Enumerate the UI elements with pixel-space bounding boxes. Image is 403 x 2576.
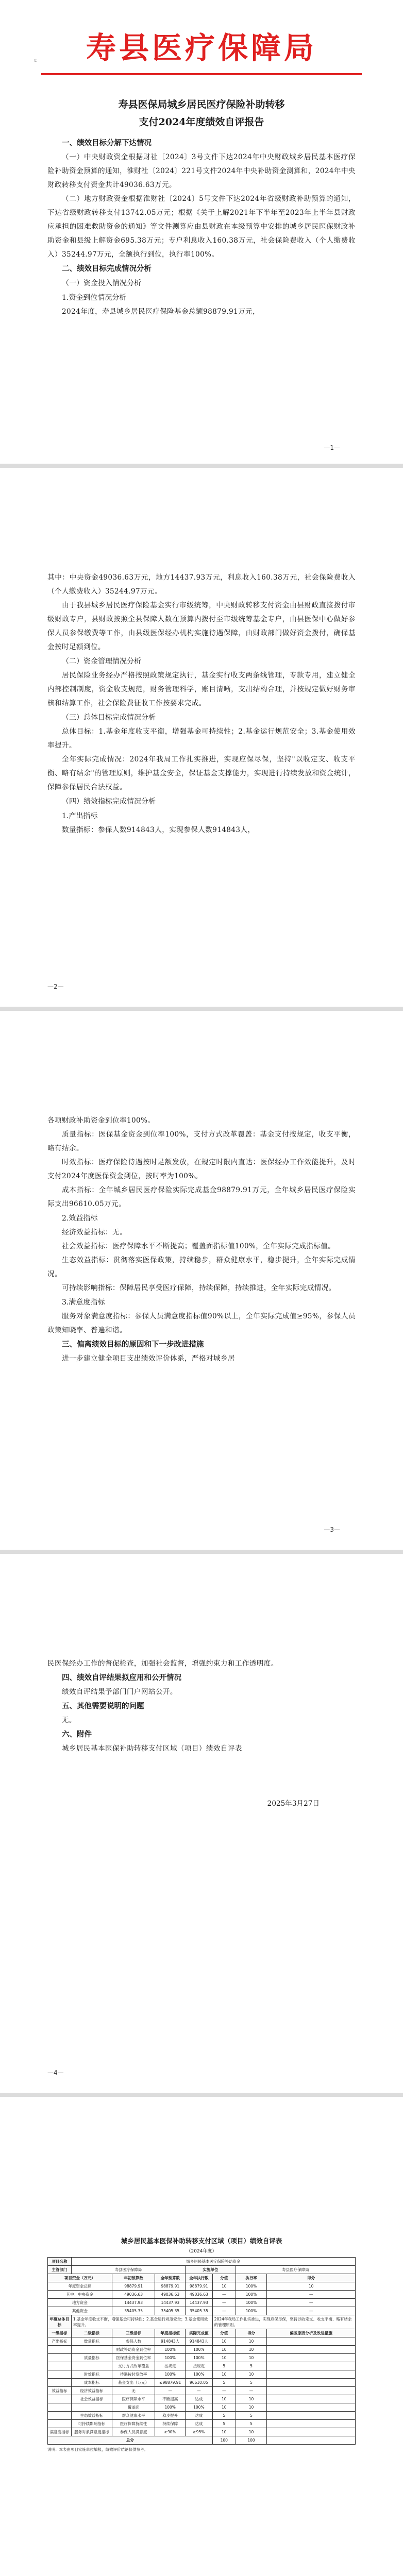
- paragraph: 由于我县城乡居民医疗保险基金实行市级统筹，中央财政转移支付资金由县财政直接拨付市级财政专户，县财政按照全县保障人数在预算内拨付至市级统筹基金专户，由县医保中心做好参保人员参保缴费等工作，由县级医保经办机构实施待遇保障，由财政部门做好资金拨付，确保基金按时足额到位。: [47, 601, 356, 651]
- table-row: [48, 2436, 356, 2445]
- table-cell: 参保人数: [112, 2337, 155, 2346]
- subsection-heading: 2.效益指标: [62, 1214, 98, 1223]
- table-cell: 无: [112, 2387, 155, 2395]
- section-heading: 六、附件: [62, 1730, 92, 1739]
- table-cell: 质量指标: [71, 2354, 112, 2362]
- table-cell: 100%: [185, 2403, 212, 2412]
- table-cell: ≤98879.91: [155, 2379, 186, 2387]
- table-cell: 5: [236, 2412, 266, 2420]
- table-cell: 10: [212, 2370, 236, 2379]
- table-row: [48, 2282, 356, 2291]
- table-cell: [267, 2379, 356, 2387]
- table-cell: —: [212, 2387, 236, 2395]
- table-cell: 满意度指标: [48, 2428, 72, 2436]
- table-cell: 10: [236, 2337, 266, 2346]
- table-cell: 35405.35: [112, 2307, 155, 2315]
- table-cell: ≥90%: [155, 2428, 186, 2436]
- subsection-heading: （二）资金管理情况分析: [62, 657, 141, 666]
- table-cell: 10: [212, 2354, 236, 2362]
- paragraph: 数量指标：参保人数914843人，实现参保人数914843人，: [62, 826, 255, 834]
- table-row: [48, 2403, 356, 2412]
- page-5-evaluation-table: [0, 2097, 403, 2576]
- table-cell: 100%: [155, 2354, 186, 2362]
- table-cell: 按规定: [155, 2362, 186, 2370]
- table-cell: [71, 2362, 112, 2370]
- table-cell: 35405.35: [155, 2307, 186, 2315]
- table-row: [48, 2420, 356, 2428]
- page-3: [0, 1011, 403, 1550]
- paragraph: 居民保险业务经办严格按照政策规定执行，基金实行收支两条线管理，专款专用，建立健全内部控制制度，资金收支规范，财务管理科学，账目清晰，支出结构合理，并按规定做好财务审核和结算工作，社会保险费征收工作按要求完成。: [47, 671, 356, 707]
- table-row: [48, 2291, 356, 2299]
- table-cell: —: [236, 2387, 266, 2395]
- table-cell: 不断提高: [155, 2395, 186, 2403]
- page-number: —2—: [47, 983, 64, 990]
- table-cell: 5: [236, 2379, 266, 2387]
- section-heading: 二、绩效目标完成情况分析: [62, 264, 152, 273]
- table-cell: 10: [236, 2370, 266, 2379]
- table-cell: 持续保障: [155, 2420, 186, 2428]
- table-cell: 10: [236, 2354, 266, 2362]
- table-cell: 10: [212, 2346, 236, 2354]
- paragraph: 社会效益指标：医疗保障水平不断提高；覆盖面指标值100%，全年实际完成指标值。: [62, 1242, 335, 1250]
- table-cell: [267, 2346, 356, 2354]
- corner-mark: ε: [34, 58, 37, 63]
- table-title: 城乡居民基本医保补助转移支付区域（项目）绩效自评表: [121, 2237, 282, 2245]
- table-cell: 100: [236, 2436, 266, 2445]
- paragraph: （二）地方财政资金根据淮财社〔2024〕5号文件下达2024年省级财政补助预算的通知，下达省级财政转移支付13742.05万元；根据《关于上解2021年下半年至2023年上半年县财政应承担的困难救助资金的通知》等文件测算应由县财政在本级预算中安排的城乡居民医保财政补助资金和县级上解资金695.38万元；专户利息收入160.38万元，社会保险费收入（个人缴费收入）35244.97万元，全额执行到位，执行率100%。: [47, 195, 356, 259]
- page-4: [0, 1554, 403, 2093]
- table-cell: [267, 2362, 356, 2370]
- table-cell: 100%: [185, 2346, 212, 2354]
- paragraph: 成本指标：全年城乡居民医疗保险实际完成基金98879.91万元，全年城乡居民医疗保险实际支出96610.05万元。: [47, 1186, 356, 1208]
- table-cell: —: [267, 2307, 356, 2315]
- table-cell: [267, 2395, 356, 2403]
- table-row: [48, 2379, 356, 2387]
- paragraph: 绩效自评结果予部门门户网站公开。: [62, 1688, 177, 1696]
- page-1: [0, 0, 403, 464]
- table-cell: 数量指标: [71, 2337, 112, 2346]
- table-row: [48, 2274, 356, 2282]
- table-cell: 914843人: [155, 2337, 186, 2346]
- table-cell: 经济效益指标: [71, 2387, 112, 2395]
- paragraph: 进一步建立健全项目支出绩效评价体系，严格对城乡居: [62, 1354, 235, 1363]
- table-cell: [267, 2387, 356, 2395]
- table-header-cell: 一级指标: [48, 2329, 72, 2337]
- table-cell: —: [212, 2291, 236, 2299]
- table-row: [48, 2266, 356, 2274]
- table-header-cell: 年度总体目标: [48, 2315, 72, 2329]
- table-row: [48, 2428, 356, 2436]
- table-row: [48, 2387, 356, 2395]
- table-cell: 2024年我局工作扎实推进，实现应保尽保，坚持以收定支、收支平衡、略有结余的管理原则。: [212, 2315, 355, 2329]
- table-cell: 10: [236, 2346, 266, 2354]
- subsection-heading: 3.满意度指标: [62, 1298, 105, 1307]
- table-cell: 时效指标: [71, 2370, 112, 2379]
- masthead: 寿县医疗保障局: [86, 30, 317, 65]
- table-cell: [267, 2420, 356, 2428]
- table-subtitle: （2024年度）: [186, 2249, 217, 2254]
- table-cell: [267, 2436, 356, 2445]
- table-cell: 执行率: [236, 2274, 266, 2282]
- table-row: [48, 2412, 356, 2420]
- paragraph: 民医保经办工作的督促检查，加强社会监督，增强约束力和工作透明度。: [47, 1659, 278, 1668]
- table-cell: 14437.93: [112, 2299, 155, 2307]
- table-cell: 稳步提升: [155, 2412, 186, 2420]
- table-cell: 10: [267, 2282, 356, 2291]
- table-cell: [267, 2370, 356, 2379]
- table-cell: 其他资金: [48, 2307, 112, 2315]
- table-cell: 5: [236, 2362, 266, 2370]
- table-cell: [48, 2354, 72, 2362]
- page-2: [0, 468, 403, 1007]
- table-note: 说明：本表由项目实施单位填报，绩效评价结论仅供参考。: [47, 2447, 148, 2452]
- paragraph: 可持续影响指标：保障居民享受医疗保障，持续保障，持续推进，全年实际完成情况。: [62, 1284, 336, 1292]
- paragraph: （一）中央财政资金根据财社〔2024〕3号文件下达2024年中央财政城乡居民基本医疗保险补助资金预算的通知，淮财社〔2024〕221号文件2024年中央补助资金测算和，2024年中央财政转移支付资金共计49036.63万元。: [47, 153, 356, 189]
- table-cell: 100%: [185, 2370, 212, 2379]
- table-cell: 全年执行数: [185, 2274, 212, 2282]
- table-cell: 项目资金（万元）: [48, 2274, 112, 2282]
- paragraph: 2024年度，寿县城乡居民医疗保险基金总额98879.91万元，: [62, 308, 260, 316]
- table-cell: 49036.63: [112, 2291, 155, 2299]
- table-row: [48, 2299, 356, 2307]
- table-cell: 年度资金总额: [48, 2282, 112, 2291]
- table-header-cell: 三级指标: [112, 2329, 155, 2337]
- paragraph: 时效指标：医疗保险待遇按时足额发放，在规定时限内直达：医保经办工作效能提升，及时支付2024年度医保资金到位，按时率为100%。: [47, 1158, 356, 1180]
- page-number: —4—: [47, 2069, 64, 2076]
- table-row: [48, 2258, 356, 2266]
- table-cell: 年初预算数: [112, 2274, 155, 2282]
- paragraph: 全年实际完成情况：2024年我局工作扎实推进，实现应保尽保，坚持"以收定支、收支平衡、略有结余"的管理原则，维护基金安全，保证基金支撑能力，实现进行持续发放和资金统计，保障参保居民合法权益。: [47, 755, 356, 791]
- paragraph: 经济效益指标：无。: [62, 1228, 127, 1236]
- table-cell: 5: [212, 2362, 236, 2370]
- table-cell: —: [155, 2387, 186, 2395]
- table-cell: 914843人: [185, 2337, 212, 2346]
- table-header-cell: 总分: [48, 2436, 213, 2445]
- table-cell: 10: [236, 2395, 266, 2403]
- table-row: [48, 2329, 356, 2337]
- table-cell: 1.基金年度收支平衡，增强基金可持续性；2.基金运行规范安全；3.基金使用效率提升。: [71, 2315, 212, 2329]
- table-cell: 49036.63: [185, 2291, 212, 2299]
- table-cell: 14437.93: [155, 2299, 186, 2307]
- table-cell: 14437.93: [185, 2299, 212, 2307]
- table-cell: 5: [212, 2379, 236, 2387]
- table-cell: [48, 2395, 72, 2403]
- table-cell: [267, 2403, 356, 2412]
- table-cell: 100%: [155, 2346, 186, 2354]
- table-row: [48, 2395, 356, 2403]
- table-cell: 10: [212, 2282, 236, 2291]
- table-cell: 98879.91: [155, 2282, 186, 2291]
- paragraph: 城乡居民基本医保补助转移支付区域（项目）绩效自评表: [62, 1744, 242, 1753]
- paragraph: 服务对象满意度指标：参保人员满意度指标值90%以上，全年实际完成值≥95%，参保人员政策知晓率、普遍和谐。: [47, 1312, 356, 1334]
- table-cell: 10: [212, 2428, 236, 2436]
- table-cell: [48, 2379, 72, 2387]
- table-cell: [48, 2362, 72, 2370]
- table-cell: 分值: [212, 2274, 236, 2282]
- table-row: [48, 2307, 356, 2315]
- paragraph: 无。: [62, 1716, 76, 1724]
- page-number: —1—: [324, 444, 340, 451]
- paragraph: 生态效益指标：贯彻落实医保政策，持续稳步，群众健康水平，稳步提升，全年实际完成情况。: [47, 1256, 356, 1278]
- table-cell: 49036.63: [155, 2291, 186, 2299]
- table-header-cell: 项目名称: [48, 2258, 72, 2266]
- table-cell: —: [212, 2307, 236, 2315]
- table-cell: 效益指标: [48, 2387, 72, 2395]
- subsection-heading: （四）绩效指标完成情况分析: [62, 798, 156, 806]
- table-cell: 地方资金: [48, 2299, 112, 2307]
- table-cell: 待遇按时发放率: [112, 2370, 155, 2379]
- table-cell: 社会效益指标: [71, 2395, 112, 2403]
- table-header-cell: 主管部门: [48, 2266, 72, 2274]
- table-cell: [48, 2370, 72, 2379]
- table-row: [48, 2346, 356, 2354]
- table-cell: 支付方式改革覆盖: [112, 2362, 155, 2370]
- table-cell: [71, 2346, 112, 2354]
- table-cell: 其中：中央资金: [48, 2291, 112, 2299]
- table-cell: 10: [236, 2403, 266, 2412]
- table-cell: 5: [236, 2420, 266, 2428]
- table-cell: 参保人员满意度: [112, 2428, 155, 2436]
- table-row: [48, 2337, 356, 2346]
- table-cell: 寿县医疗保障局: [236, 2266, 355, 2274]
- page-number: —3—: [324, 1526, 340, 1533]
- subsection-heading: （三）总体目标完成情况分析: [62, 714, 156, 722]
- table-cell: 100%: [236, 2299, 266, 2307]
- table-cell: 寿县医疗保障局: [71, 2266, 185, 2274]
- table-cell: 医保基金资金到位率: [112, 2354, 155, 2362]
- table-cell: 10: [236, 2428, 266, 2436]
- table-cell: [48, 2346, 72, 2354]
- section-heading: 三、偏离绩效目标的原因和下一步改进措施: [62, 1340, 204, 1349]
- table-header-cell: 分值: [212, 2329, 236, 2337]
- table-cell: [48, 2412, 72, 2420]
- subsection-heading: 1.产出指标: [62, 812, 98, 820]
- table-cell: 100%: [236, 2291, 266, 2299]
- table-row: [48, 2370, 356, 2379]
- table-cell: 覆盖面: [112, 2403, 155, 2412]
- table-cell: —: [267, 2299, 356, 2307]
- table-cell: —: [212, 2299, 236, 2307]
- table-cell: 98879.91: [112, 2282, 155, 2291]
- table-cell: 达成: [185, 2395, 212, 2403]
- table-cell: 达成: [185, 2412, 212, 2420]
- table-cell: 10: [212, 2403, 236, 2412]
- table-cell: 35405.35: [185, 2307, 212, 2315]
- table-cell: 100%: [236, 2282, 266, 2291]
- paragraph: 总体目标：1.基金年度收支平衡，增强基金可持续性；2.基金运行规范安全；3.基金使用效率提升。: [47, 727, 356, 750]
- table-cell: 98879.91: [185, 2282, 212, 2291]
- table-header-cell: 年度指标值: [155, 2329, 186, 2337]
- table-cell: 100: [212, 2436, 236, 2445]
- table-header-cell: 得分: [236, 2329, 266, 2337]
- subsection-heading: （一）资金投入情况分析: [62, 279, 141, 287]
- report-date: 2025年3月27日: [267, 1800, 320, 1808]
- table-cell: 5: [212, 2412, 236, 2420]
- table-header-cell: 实际完成值: [185, 2329, 212, 2337]
- table-cell: 达成: [185, 2420, 212, 2428]
- table-cell: 城乡居民基本医疗保险补助资金: [71, 2258, 355, 2266]
- document-title-line-1: 寿县医保局城乡居民医疗保险补助转移: [118, 99, 285, 110]
- table-cell: 生态效益指标: [71, 2412, 112, 2420]
- subsection-heading: 1.资金到位情况分析: [62, 294, 127, 302]
- table-cell: —: [185, 2387, 212, 2395]
- table-header-cell: 二级指标: [71, 2329, 112, 2337]
- table-cell: 成本指标: [71, 2379, 112, 2387]
- paragraph: 其中：中央资金49036.63万元，地方14437.93万元，利息收入160.38万元，社会保险费收入（个人缴费收入）35244.97万元。: [47, 573, 356, 596]
- table-cell: [267, 2354, 356, 2362]
- table-cell: [267, 2428, 356, 2436]
- table-cell: —: [267, 2291, 356, 2299]
- evaluation-table: [47, 2257, 356, 2445]
- table-cell: 10: [212, 2395, 236, 2403]
- table-cell: [48, 2403, 72, 2412]
- section-heading: 一、绩效目标分解下达情况: [62, 139, 152, 147]
- table-cell: 100%: [236, 2307, 266, 2315]
- masthead-rule: [41, 73, 362, 75]
- section-heading: 五、其他需要说明的问题: [62, 1702, 144, 1710]
- table-cell: 100%: [155, 2403, 186, 2412]
- table-cell: 可持续影响指标: [71, 2420, 112, 2428]
- table-cell: [48, 2420, 72, 2428]
- table-cell: 基金支出（万元）: [112, 2379, 155, 2387]
- table-cell: 全年预算数: [155, 2274, 186, 2282]
- table-cell: 10: [212, 2337, 236, 2346]
- table-cell: 产出指标: [48, 2337, 72, 2346]
- table-cell: 医疗保障水平: [112, 2395, 155, 2403]
- table-cell: 医疗保障持续性: [112, 2420, 155, 2428]
- table-cell: ≥95%: [185, 2428, 212, 2436]
- table-header-cell: 实施单位: [185, 2266, 236, 2274]
- table-cell: 100%: [155, 2370, 186, 2379]
- table-cell: [71, 2403, 112, 2412]
- table-cell: 100%: [185, 2354, 212, 2362]
- table-row: [48, 2315, 356, 2329]
- table-cell: 财政补助资金到位率: [112, 2346, 155, 2354]
- table-cell: [267, 2337, 356, 2346]
- table-cell: 群众健康水平: [112, 2412, 155, 2420]
- table-cell: 服务对象满意度指标: [71, 2428, 112, 2436]
- paragraph: 质量指标：医保基金资金到位率100%，支付方式改革覆盖：基金支付按规定，收支平衡，略有结余。: [47, 1130, 356, 1153]
- table-cell: 5: [212, 2420, 236, 2428]
- paragraph: 各项财政补助资金到位率100%。: [47, 1116, 155, 1125]
- table-cell: 得分: [267, 2274, 356, 2282]
- table-cell: [267, 2412, 356, 2420]
- section-heading: 四、绩效自评结果拟应用和公开情况: [62, 1673, 181, 1682]
- table-cell: 按规定: [185, 2362, 212, 2370]
- table-row: [48, 2354, 356, 2362]
- table-cell: 96610.05: [185, 2379, 212, 2387]
- document-title-line-2: 支付2024年度绩效自评报告: [139, 116, 264, 128]
- table-row: [48, 2362, 356, 2370]
- table-header-cell: 偏差原因分析及改进措施: [267, 2329, 356, 2337]
